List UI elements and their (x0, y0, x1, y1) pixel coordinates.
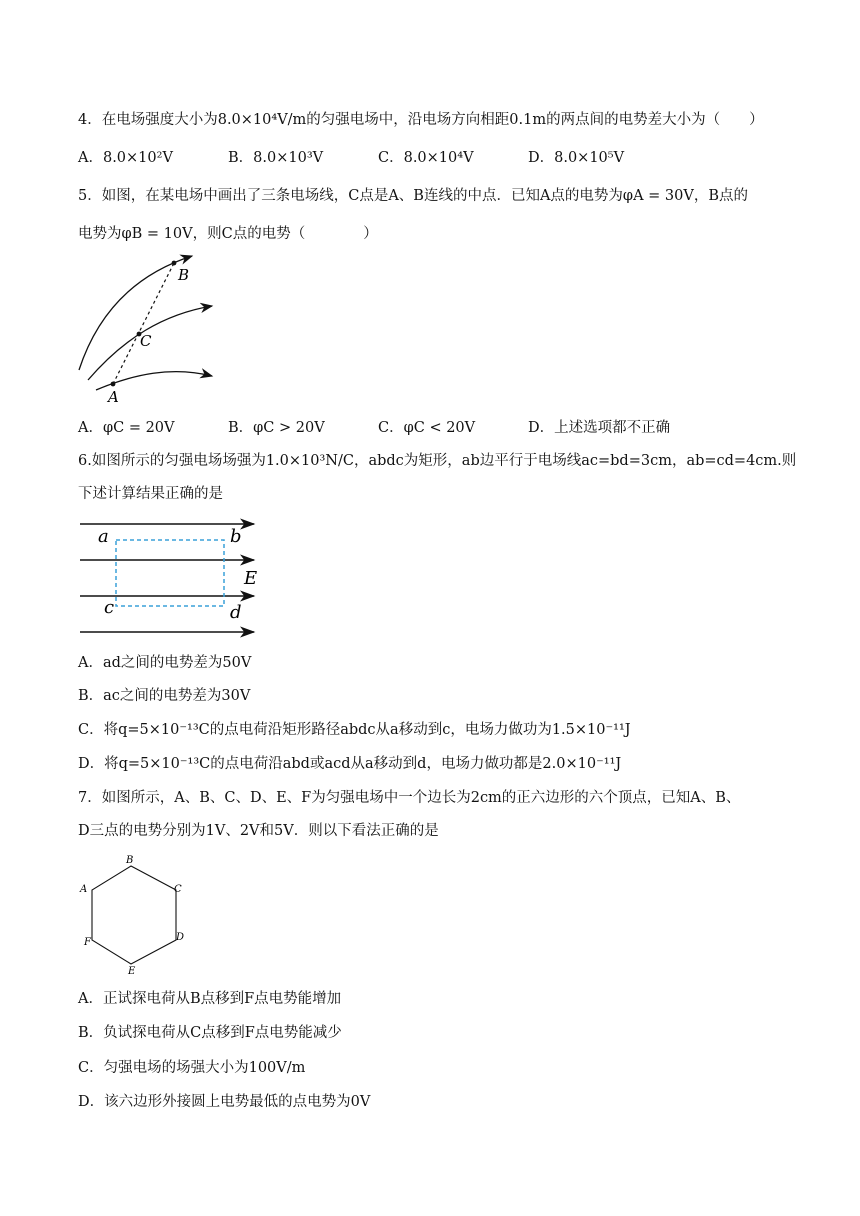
q5-option-d: D．上述选项都不正确 (528, 420, 671, 436)
regular-hexagon (92, 866, 176, 964)
q5-stem-line2: 电势为φB = 10V，则C点的电势（ ） (78, 226, 378, 242)
q4-options (78, 146, 778, 168)
label-c: C (140, 332, 152, 350)
q7-option-b: B．负试探电荷从C点移到F点电势能减少 (78, 1025, 342, 1041)
q4-option-b: B．8.0×10³V (228, 150, 324, 166)
label-b: B (126, 855, 134, 866)
q7-option-a: A．正试探电荷从B点移到F点电势能增加 (78, 991, 342, 1007)
q4-option-d: D．8.0×10⁵V (528, 150, 625, 166)
q6-option-d: D．将q=5×10⁻¹³C的点电荷沿abd或acd从a移动到d，电场力做功都是2.0×10⁻¹¹J (78, 756, 622, 772)
q6-option-b: B．ac之间的电势差为30V (78, 688, 251, 704)
q6-option-c: C．将q=5×10⁻¹³C的点电荷沿矩形路径abdc从a移动到c，电场力做功为1.5×10⁻¹¹J (78, 722, 631, 738)
q5-field-lines-figure (76, 254, 226, 404)
q6-uniform-field-figure (78, 512, 263, 642)
q5-option-b: B．φC > 20V (228, 420, 325, 436)
q4-option-c: C．8.0×10⁴V (378, 150, 474, 166)
q5-stem-line1: 5．如图，在某电场中画出了三条电场线，C点是A、B连线的中点．已知A点的电势为φA = 30V，B点的 (78, 188, 748, 204)
label-b: B (178, 266, 190, 284)
label-e: E (128, 966, 136, 977)
q4-option-a: A．8.0×10²V (78, 150, 173, 166)
label-c: C (174, 884, 182, 895)
q7-option-c: C．匀强电场的场强大小为100V/m (78, 1060, 306, 1076)
q5-options (78, 416, 778, 438)
label-d: d (230, 602, 242, 623)
label-a: A (80, 884, 88, 895)
q7-stem-line1: 7．如图所示，A、B、C、D、E、F为匀强电场中一个边长为2cm的正六边形的六个顶点，已知A、B、 (78, 790, 741, 806)
q7-option-d: D．该六边形外接圆上电势最低的点电势为0V (78, 1094, 371, 1110)
label-a: A (108, 388, 119, 404)
q6-option-a: A．ad之间的电势差为50V (78, 655, 252, 671)
point-b (172, 261, 177, 266)
label-e: E (244, 568, 258, 589)
q7-hexagon-figure (78, 852, 193, 977)
q5-option-a: A．φC = 20V (78, 420, 175, 436)
q6-stem-line1: 6.如图所示的匀强电场场强为1.0×10³N/C，abdc为矩形，ab边平行于电场线ac=bd=3cm，ab=cd=4cm.则 (78, 453, 797, 469)
label-f: F (84, 937, 91, 948)
label-a: a (98, 526, 109, 547)
q4-stem: 4．在电场强度大小为8.0×10⁴V/m的匀强电场中，沿电场方向相距0.1m的两点间的电势差大小为（ ） (78, 112, 764, 128)
q5-option-c: C．φC < 20V (378, 420, 476, 436)
label-d: D (176, 932, 185, 943)
label-c: c (104, 597, 115, 618)
point-a (111, 382, 116, 387)
field-line-top (79, 256, 192, 370)
dashed-segment-ab (113, 263, 174, 384)
q7-stem-line2: D三点的电势分别为1V、2V和5V．则以下看法正确的是 (78, 823, 439, 839)
q6-stem-line2: 下述计算结果正确的是 (78, 486, 223, 502)
label-b: b (230, 526, 242, 547)
